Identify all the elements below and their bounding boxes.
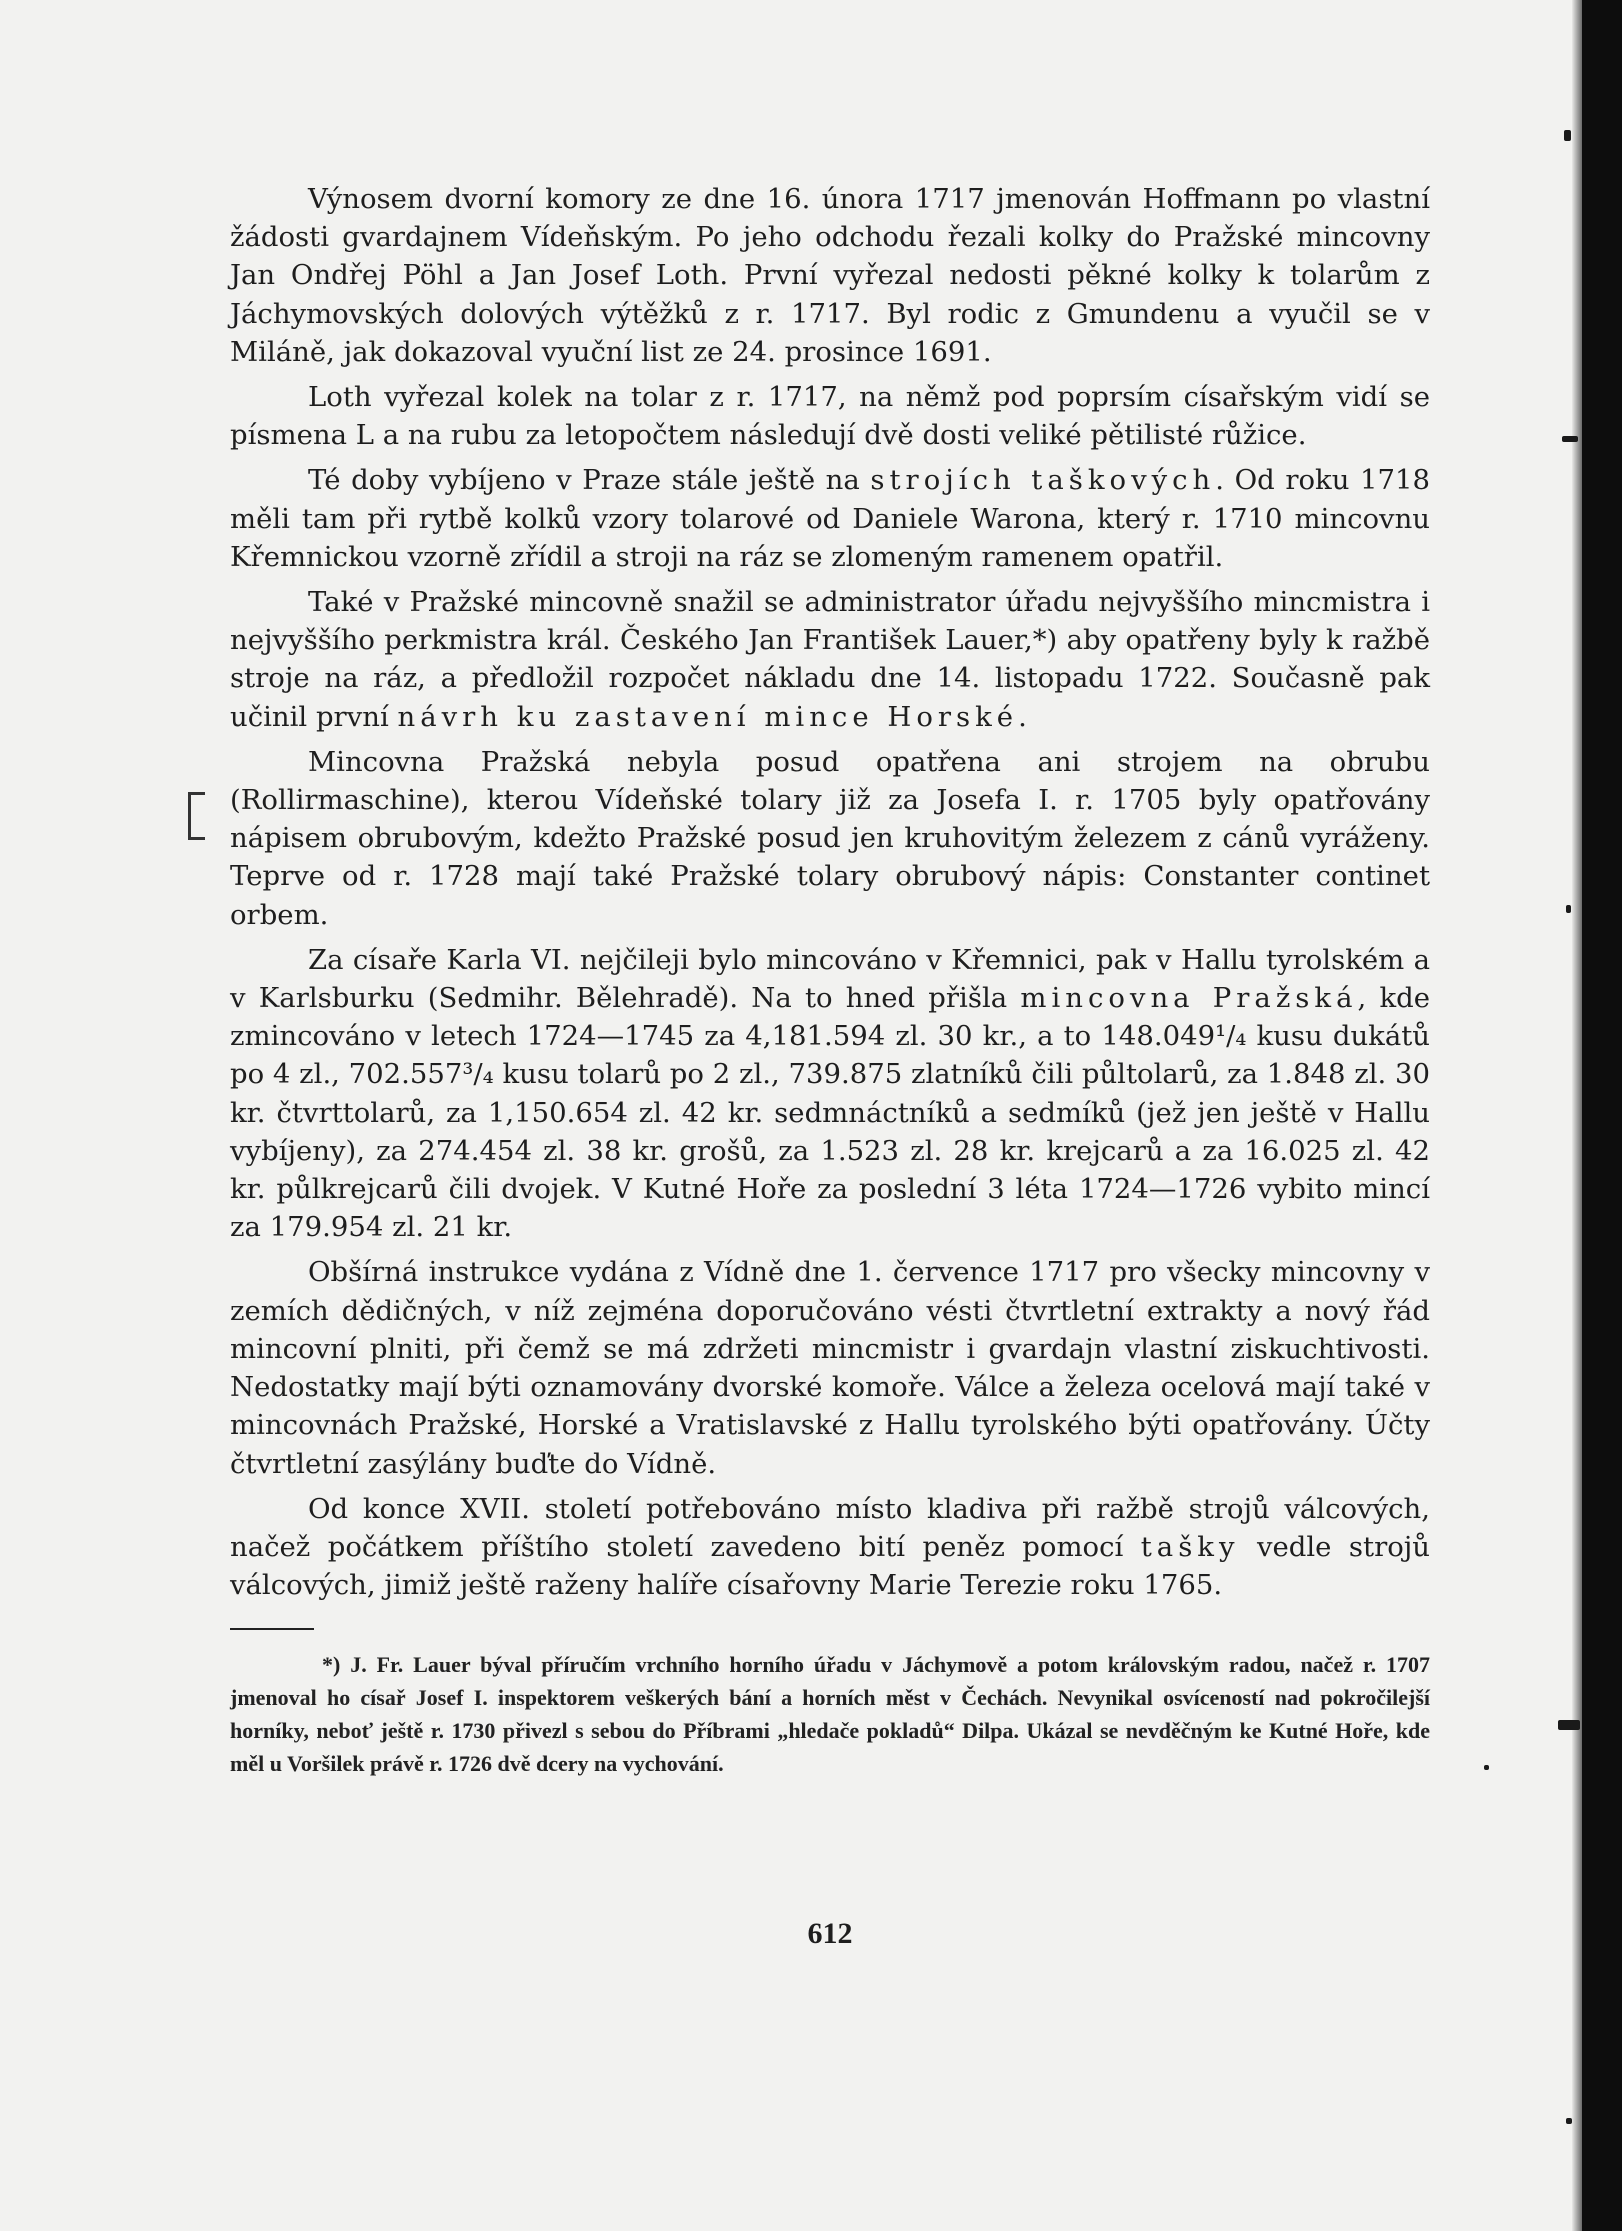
scan-mark <box>1484 1765 1489 1770</box>
scan-mark <box>1566 905 1571 913</box>
page-body <box>230 180 1431 1950</box>
emphasis-spaced: návrh ku zastavení mince Horské <box>397 700 1019 733</box>
page-number: 612 <box>807 1917 853 1950</box>
paragraph: Obšírná instrukce vydána z Vídně dne 1. července 1717 pro všecky mincovny v zemích dědičných, v níž zejména doporučováno vésti čtvrtletní extrakty a nový řád mincovní plniti, při čemž se má zdržeti mincmistr i gvardajn vlastní ziskuchtivosti. Nedostatky mají býti oznamovány dvorské komoře. Válce a železa ocelová mají také v mincovnách Pražské, Horské a Vratislavské z Hallu tyrolského býti opatřovány. Účty čtvrtletní zasýlány buďte do Vídně. <box>230 1256 1430 1480</box>
paragraph: Mincovna Pražská nebyla posud opatřena ani strojem na obrubu (Rollirmaschine), kterou Vídeňské tolary již za Josefa I. r. 1705 byly opatřovány nápisem obrubovým, kdežto Pražské posud jen kruhovitým železem z cánů vyráženy. Teprve od r. 1728 mají také Pražské tolary obrubový nápis: Constanter continet orbem. <box>230 745 1430 931</box>
scan-mark <box>1558 1720 1580 1730</box>
scan-mark <box>1562 436 1578 442</box>
emphasis-spaced: tašky <box>1140 1530 1240 1563</box>
emphasis-spaced: mincovna Pražská <box>1020 982 1358 1015</box>
paragraph: Také v Pražské mincovně snažil se administrator úřadu nejvyššího mincmistra i nejvyššího perkmistra král. Českého Jan František Lauer,*) aby opatřeny byly k ražbě stroje na ráz, a předložil rozpočet nákladu dne 14. listopadu 1722. Současně pak učinil první návrh ku zastavení mince Horské. <box>230 586 1430 733</box>
scan-mark <box>1566 2118 1572 2124</box>
paragraph: Té doby vybíjeno v Praze stále ještě na strojích taškových. Od roku 1718 měli tam při rytbě kolků vzory tolarové od Daniele Warona, který r. 1710 mincovnu Křemnickou vzorně zřídil a stroji na ráz se zlomeným ramenem opatřil. <box>230 464 1430 573</box>
paragraph: Výnosem dvorní komory ze dne 16. února 1717 jmenován Hoffmann po vlastní žádosti gvardajnem Vídeňským. Po jeho odchodu řezali kolky do Pražské mincovny Jan Ondřej Pöhl a Jan Josef Loth. První vyřezal nedosti pěkné kolky k tolarům z Jáchymovských dolových výtěžků z r. 1717. Byl rodic z Gmundenu a vyučil se v Miláně, jak dokazoval vyuční list ze 24. prosince 1691. <box>230 183 1430 368</box>
paragraph: Za císaře Karla VI. nejčileji bylo mincováno v Křemnici, pak v Hallu tyrolském a v Karlsburku (Sedmihr. Bělehradě). Na to hned přišla mincovna Pražská, kde zmincováno v letech 1724—1745 za 4,181.594 zl. 30 kr., a to 148.049¹/₄ kusu dukátů po 4 zl., 702.557³/₄ kusu tolarů po 2 zl., 739.875 zlatníků čili půltolarů, za 1.848 zl. 30 kr. čtvrttolarů, za 1,150.654 zl. 42 kr. sedmnáctníků a sedmíků (jež jen ještě v Hallu vybíjeny), za 274.454 zl. 38 kr. grošů, za 1.523 zl. 28 kr. krejcarů a za 16.025 zl. 42 kr. půlkrejcarů čili dvojek. V Kutné Hoře za poslední 3 léta 1724—1726 vybito mincí za 179.954 zl. 21 kr. <box>230 943 1430 1244</box>
footnote: *) J. Fr. Lauer býval příručím vrchního horního úřadu v Jáchymově a potom královským radou, načež r. 1707 jmenoval ho císař Josef I. inspektorem veškerých bání a horních měst v Čechách. Nevynikal osvíceností nad pokročilejší horníky, neboť ještě r. 1730 přivezl s sebou do Příbrami „hledače pokladů“ Dilpa. Ukázal se nevděčným ke Kutné Hoře, kde měl u Voršilek právě r. 1726 dvě dcery na vychování. <box>230 1652 1430 1777</box>
footnote-separator <box>230 1628 314 1630</box>
scan-border <box>1582 0 1622 2231</box>
scan-mark <box>1564 130 1571 141</box>
margin-bracket-mark <box>188 792 205 840</box>
emphasis-spaced: strojích taškových <box>870 464 1216 497</box>
paragraph: Od konce XVII. století potřebováno místo kladiva při ražbě strojů válcových, načež počátkem příštího století zavedeno bití peněz pomocí tašky vedle strojů válcových, jimiž ještě raženy halíře císařovny Marie Terezie roku 1765. <box>230 1492 1431 1602</box>
footnotes <box>230 1648 1430 1780</box>
page-edge-shadow <box>1572 0 1582 2231</box>
paragraph: Loth vyřezal kolek na tolar z r. 1717, na němž pod poprsím císařským vidí se písmena L a na rubu za letopočtem následují dvě dosti veliké pětilisté růžice. <box>230 381 1430 452</box>
